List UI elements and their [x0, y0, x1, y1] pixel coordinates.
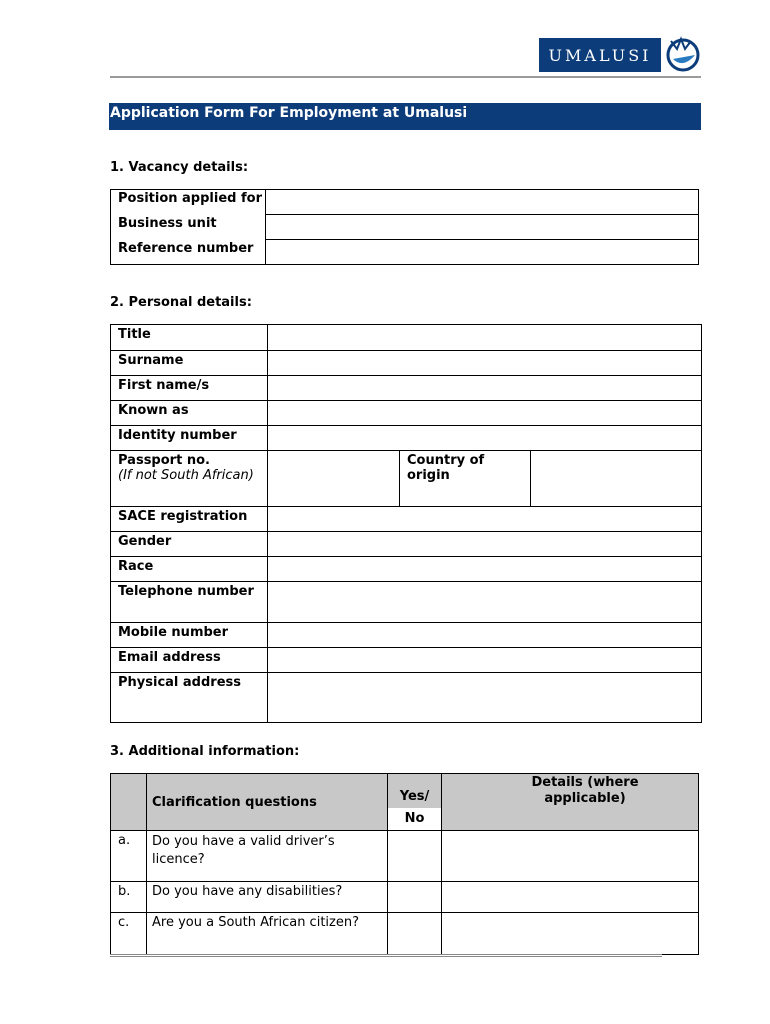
table-row — [111, 240, 699, 265]
passport-note: (If not South African) — [118, 468, 254, 483]
additional-heading: 3. Additional information: — [110, 744, 300, 759]
umalusi-emblem-icon — [663, 33, 701, 75]
telephone-field[interactable] — [268, 582, 702, 623]
yes-no-field[interactable] — [388, 882, 442, 913]
passport-label-cell — [111, 451, 268, 507]
race-label: Race — [111, 557, 268, 582]
form-title: Application Form For Employment at Umalusi — [109, 103, 701, 130]
table-row — [111, 426, 702, 451]
business-unit-label: Business unit — [111, 215, 266, 240]
yes-no-field[interactable] — [388, 831, 442, 882]
header-divider — [110, 76, 701, 78]
identity-number-field[interactable] — [268, 426, 702, 451]
passport-field[interactable] — [268, 451, 400, 507]
mobile-field[interactable] — [268, 623, 702, 648]
table-row — [111, 215, 699, 240]
letter-header — [111, 774, 147, 831]
first-names-label: First name/s — [111, 376, 268, 401]
yes-no-header — [388, 774, 442, 831]
yes-no-field[interactable] — [388, 913, 442, 955]
title-field[interactable] — [268, 325, 702, 351]
table-row — [111, 451, 702, 507]
physical-address-label: Physical address — [111, 673, 268, 723]
country-of-origin-label: Country of origin — [400, 451, 531, 507]
details-field[interactable] — [442, 831, 699, 882]
row-letter: b. — [111, 882, 147, 913]
title-label: Title — [111, 325, 268, 351]
table-row — [111, 623, 702, 648]
umalusi-logo: UMALUSI — [539, 38, 661, 72]
table-row — [111, 376, 702, 401]
questions-header: Clarification questions — [147, 774, 388, 831]
table-row — [111, 648, 702, 673]
email-label: Email address — [111, 648, 268, 673]
row-letter: c. — [111, 913, 147, 955]
known-as-field[interactable] — [268, 401, 702, 426]
row-letter: a. — [111, 831, 147, 882]
question-text: Do you have any disabilities? — [147, 882, 388, 913]
position-label: Position applied for — [111, 190, 266, 215]
reference-number-label: Reference number — [111, 240, 266, 265]
question-text: Are you a South African citizen? — [147, 913, 388, 955]
reference-number-field[interactable] — [266, 240, 699, 265]
personal-heading: 2. Personal details: — [110, 295, 252, 310]
sace-field[interactable] — [268, 507, 702, 532]
gender-field[interactable] — [268, 532, 702, 557]
table-row — [111, 882, 699, 913]
table-row — [111, 351, 702, 376]
sace-label: SACE registration — [111, 507, 268, 532]
table-row — [111, 190, 699, 215]
table-row — [111, 532, 702, 557]
table-row — [111, 507, 702, 532]
personal-table — [110, 324, 702, 723]
mobile-label: Mobile number — [111, 623, 268, 648]
details-field[interactable] — [442, 882, 699, 913]
table-row — [111, 557, 702, 582]
details-field[interactable] — [442, 913, 699, 955]
table-row — [111, 831, 699, 882]
known-as-label: Known as — [111, 401, 268, 426]
yes-no-header-line1: Yes/ — [399, 789, 430, 804]
details-header: Details (where applicable) — [442, 774, 699, 831]
first-names-field[interactable] — [268, 376, 702, 401]
identity-number-label: Identity number — [111, 426, 268, 451]
yes-no-header-line2: No — [388, 808, 441, 830]
table-row — [111, 673, 702, 723]
email-field[interactable] — [268, 648, 702, 673]
business-unit-field[interactable] — [266, 215, 699, 240]
gender-label: Gender — [111, 532, 268, 557]
table-row — [111, 774, 699, 831]
additional-table — [110, 773, 699, 955]
surname-label: Surname — [111, 351, 268, 376]
footer-divider — [110, 954, 662, 957]
vacancy-heading: 1. Vacancy details: — [110, 160, 249, 175]
race-field[interactable] — [268, 557, 702, 582]
passport-label: Passport no. — [118, 453, 210, 468]
vacancy-table — [110, 189, 699, 265]
physical-address-field[interactable] — [268, 673, 702, 723]
surname-field[interactable] — [268, 351, 702, 376]
question-text: Do you have a valid driver’s licence? — [147, 831, 388, 882]
table-row — [111, 913, 699, 955]
table-row — [111, 325, 702, 351]
country-of-origin-field[interactable] — [531, 451, 702, 507]
table-row — [111, 401, 702, 426]
table-row — [111, 582, 702, 623]
position-field[interactable] — [266, 190, 699, 215]
telephone-label: Telephone number — [111, 582, 268, 623]
